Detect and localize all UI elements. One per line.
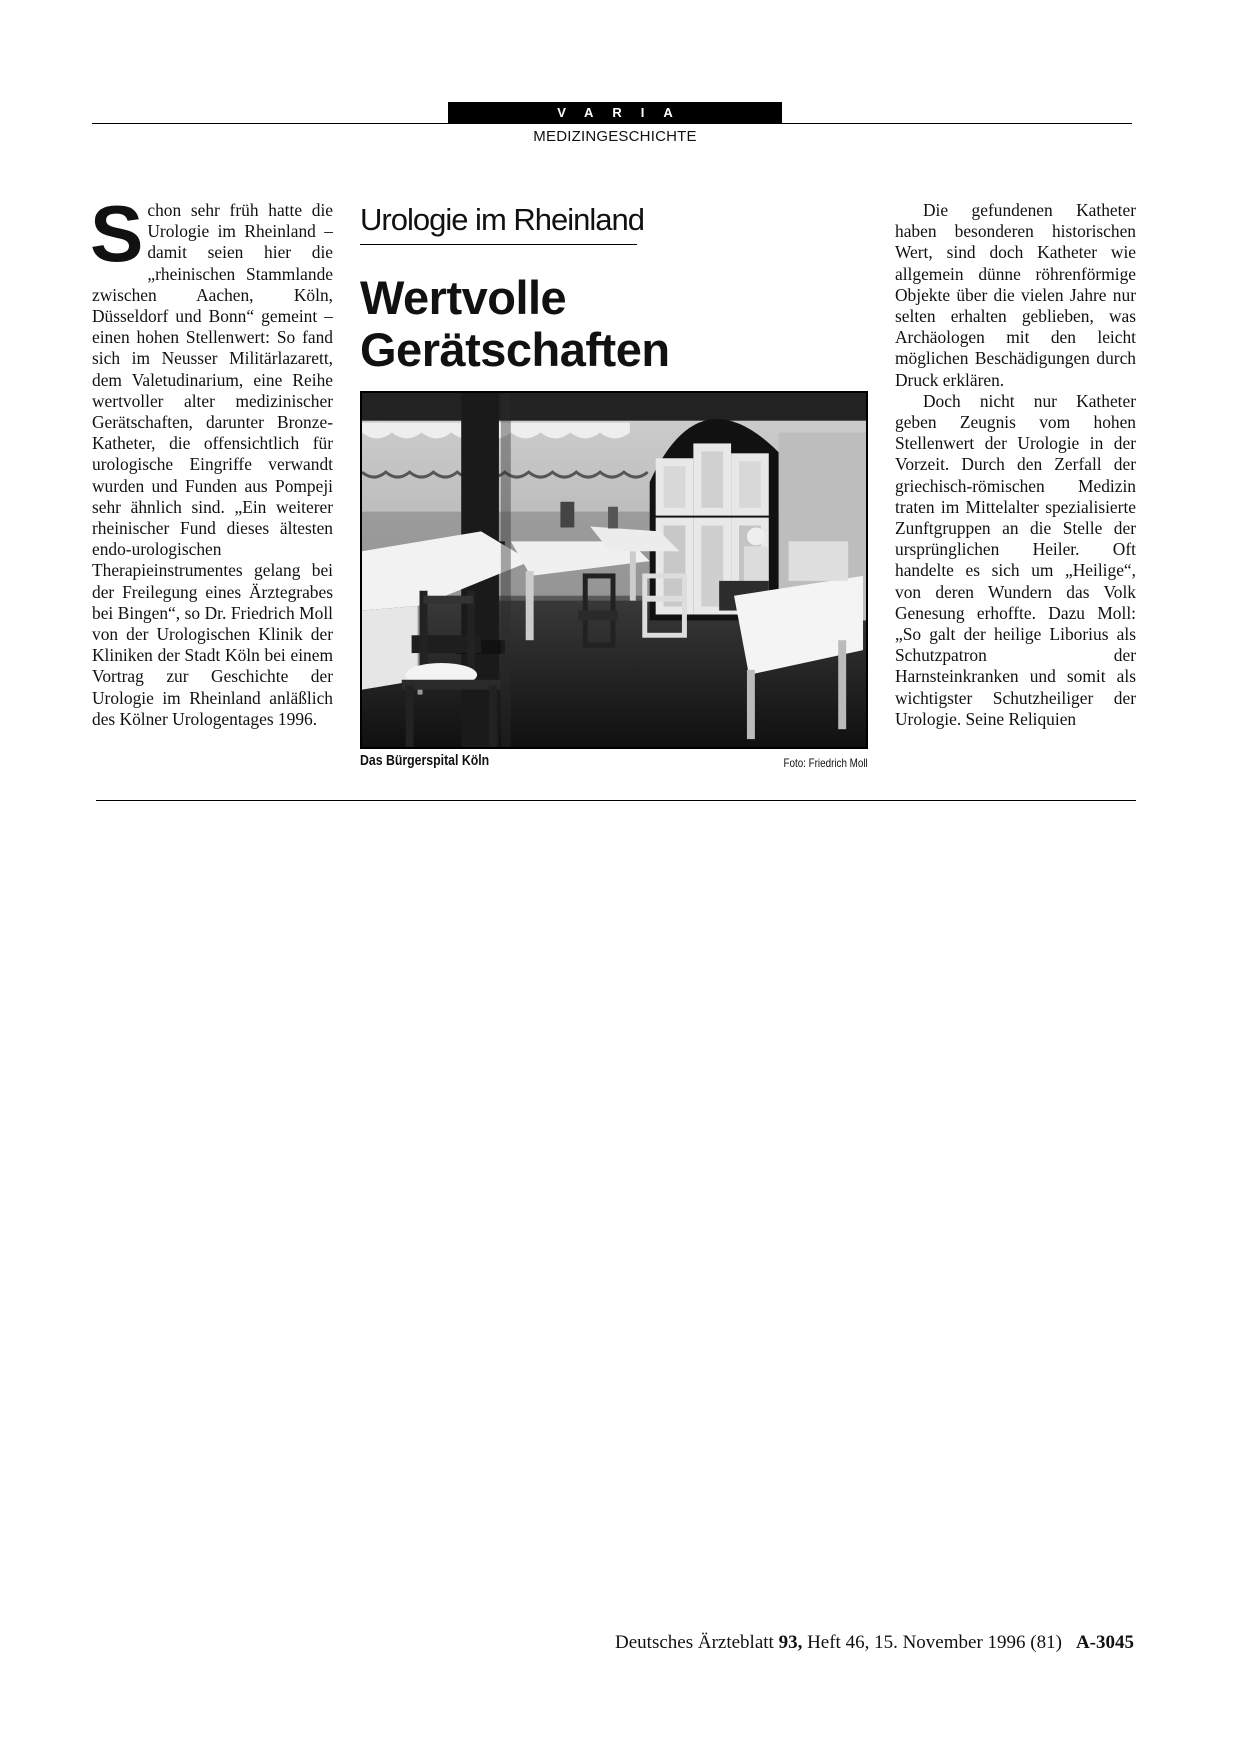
section-label: VARIA bbox=[448, 102, 782, 123]
right-column bbox=[895, 200, 1136, 730]
header-rule bbox=[92, 123, 1132, 124]
headline-line-1: Wertvolle bbox=[360, 271, 567, 324]
rubric-label: MEDIZINGESCHICHTE bbox=[533, 128, 697, 145]
page-number: A-3045 bbox=[1075, 1632, 1134, 1653]
left-column bbox=[90, 189, 333, 730]
photo-credit: Foto: Friedrich Moll bbox=[783, 756, 868, 770]
article-headline bbox=[360, 272, 780, 376]
article-kicker: Urologie im Rheinland bbox=[360, 200, 637, 245]
issue-info: Heft 46, 15. November 1996 (81) bbox=[807, 1632, 1062, 1653]
article-bottom-rule bbox=[96, 800, 1136, 801]
page-footer bbox=[615, 1632, 1134, 1654]
journal-name: Deutsches Ärzteblatt bbox=[615, 1632, 774, 1653]
hospital-ward-photo bbox=[360, 391, 868, 749]
drop-cap: S bbox=[90, 189, 144, 278]
headline-line-2: Gerätschaften bbox=[360, 323, 670, 376]
right-column-paragraph-1: Die gefundenen Katheter haben besonderen historischen Wert, sind doch Katheter wie allgemein dünne röhrenförmige Objekte über die vielen Jahre nur selten erhalten geblieben, was Archäologen mit den leicht möglichen Beschädigungen durch Druck erklären. bbox=[895, 200, 1136, 390]
photo-illustration bbox=[362, 393, 866, 747]
left-column-text: chon sehr früh hatte die Urologie im Rheinland – damit seien hier die „rheinischen Stammlande zwischen Aachen, Köln, Düsseldorf und Bonn“ gemeint – einen hohen Stellenwert: So fand sich im Neusser Militärlazarett, dem Valetudinarium, eine Reihe wertvoller alter medizinischer Gerätschaften, darunter Bronze-Katheter, die offensichtlich für urologische Eingriffe verwandt wurden und Funden aus Pompeji sehr ähnlich sind. „Ein weiterer rheinischer Fund dieses ältesten endo-urologischen Therapieinstrumentes gelang bei der Freilegung eines Ärztegrabes bei Bingen“, so Dr. Friedrich Moll von der Urologischen Klinik der Kliniken der Stadt Köln bei einem Vortrag zur Geschichte der Urologie im Rheinland anläßlich des Kölner Urologentages 1996. bbox=[92, 200, 333, 729]
journal-volume: 93, bbox=[778, 1632, 803, 1653]
right-column-paragraph-2: Doch nicht nur Katheter geben Zeugnis vom hohen Stellenwert der Urologie in der Vorzeit. Durch den Zerfall der griechisch-römischen Medizin traten im Mittelalter spezialisierte Zunftgruppen an die Stelle der ursprünglichen Heiler. Oft handelte es sich um „Heilige“, von deren Wundern das Volk Genesung erhoffte. Dazu Moll: „So galt der heilige Liborius als Schutzpatron der Harnsteinkranken und somit als wichtigster Schutzheiliger der Urologie. Seine Reliquien bbox=[895, 390, 1136, 729]
photo-caption: Das Bürgerspital Köln bbox=[360, 752, 490, 769]
